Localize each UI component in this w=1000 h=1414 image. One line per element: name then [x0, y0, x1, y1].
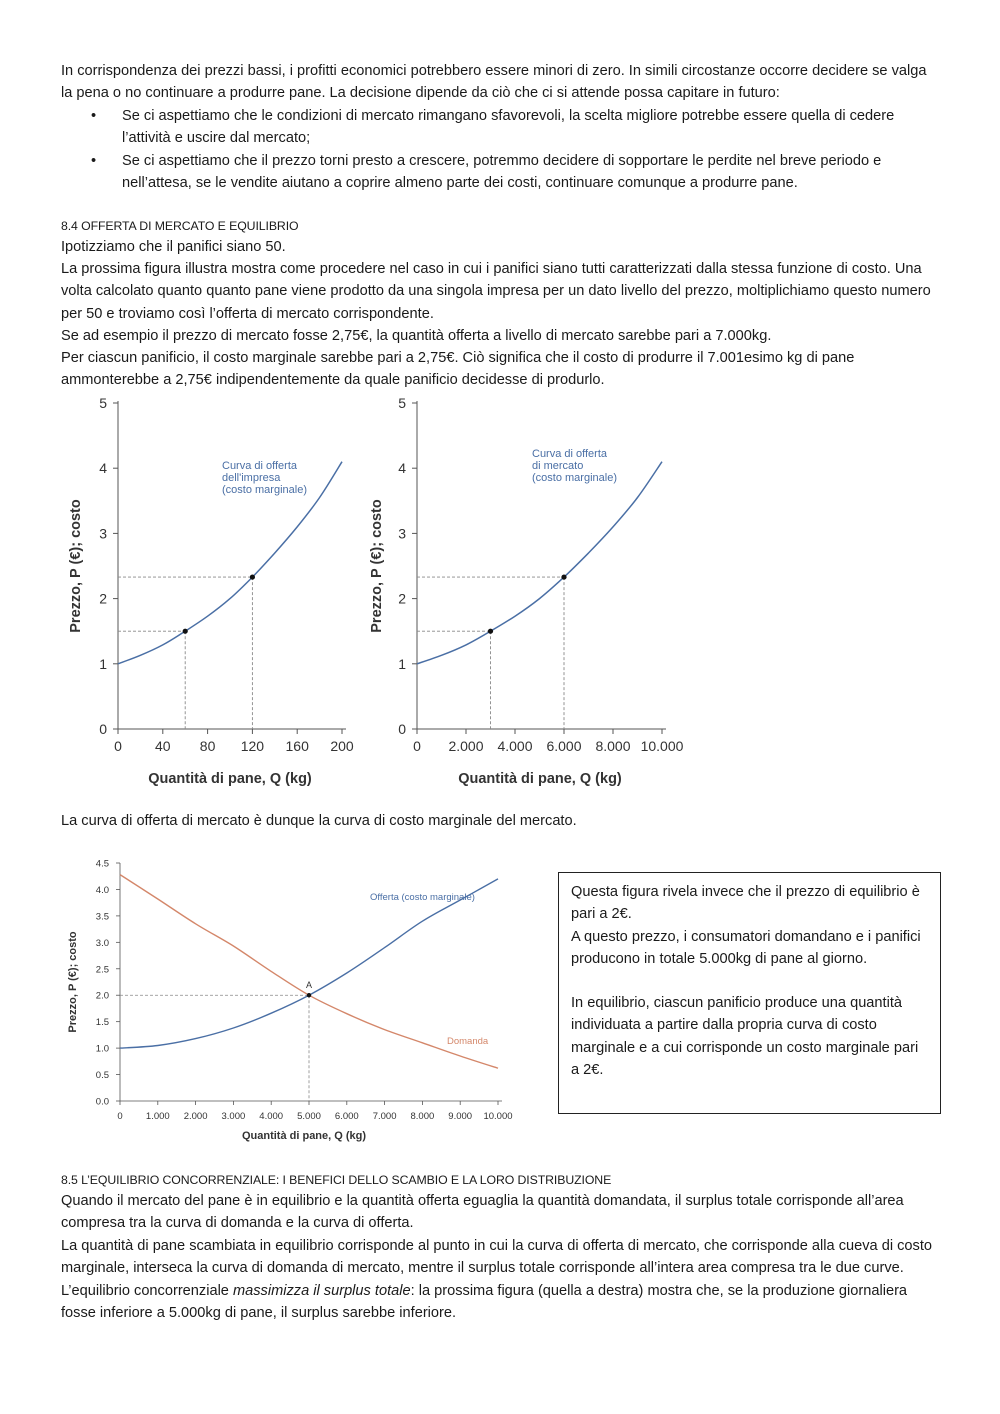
x-tick-label: 0: [117, 1111, 123, 1122]
x-tick-label: 0: [114, 738, 122, 754]
data-point: [561, 574, 566, 579]
y-tick-label: 3: [99, 525, 107, 542]
paragraph: Quando il mercato del pane è in equilibrio e la quantità offerta eguaglia la quantità domandata, il surplus totale corrisponde all’area compresa tra la curva di domanda e la curva di offerta.: [61, 1193, 904, 1232]
x-tick-label: 1.000: [145, 1111, 170, 1122]
y-tick-label: 0.5: [95, 1070, 109, 1082]
list-item: [61, 105, 941, 150]
section-heading-8-4: 8.4 OFFERTA DI MERCATO E EQUILIBRIO: [61, 219, 299, 233]
curve-label: Curva di offerta: [532, 448, 608, 460]
box-paragraph: A questo prezzo, i consumatori domandano e i panifici producono in totale 5.000kg di pane al giorno.: [571, 928, 921, 967]
bullet-text: Se ci aspettiamo che le condizioni di mercato rimangano sfavorevoli, la scelta migliore potrebbe essere quella di cedere l’attività e uscire dal mercato;: [122, 108, 895, 147]
x-tick-label: 3.000: [221, 1111, 246, 1122]
x-tick-label: 120: [240, 738, 265, 754]
y-tick-label: 1: [99, 655, 107, 672]
x-tick-label: 2.000: [183, 1111, 208, 1122]
y-tick-label: 2: [99, 590, 107, 607]
bullet-icon: •: [91, 152, 97, 169]
curve-label: dell'impresa: [222, 472, 281, 484]
x-tick-label: 9.000: [448, 1111, 473, 1122]
intro-paragraph: In corrispondenza dei prezzi bassi, i profitti economici potrebbero essere minori di zero. In simili circostanze occorre decidere se valga la pena o no continuare a produrre pane. La decisione dipende da ciò che ci si attende possa capitare in futuro:: [61, 63, 927, 102]
paragraph: Se ad esempio il prezzo di mercato fosse 2,75€, la quantità offerta a livello di mercato sarebbe pari a 7.000kg.: [61, 328, 772, 344]
y-tick-label: 4: [99, 460, 107, 477]
x-tick-label: 40: [155, 738, 171, 754]
x-tick-label: 10.000: [640, 738, 684, 754]
x-tick-label: 8.000: [595, 738, 631, 754]
y-tick-label: 1.0: [95, 1043, 109, 1055]
section-heading-8-5: 8.5 L’EQUILIBRIO CONCORRENZIALE: I BENEFICI DELLO SCAMBIO E LA LORO DISTRIBUZIONE: [61, 1173, 612, 1187]
y-tick-label: 0.0: [95, 1096, 109, 1108]
paragraph: Per ciascun panificio, il costo marginale sarebbe pari a 2,75€. Ciò significa che il costo di produrre il 7.001esimo kg di pane ammonterebbe a 2,75€ indipendentemente da quale panificio decidesse di produrlo.: [61, 350, 855, 389]
bullet-icon: •: [91, 108, 97, 124]
emphasis-text: massimizza il surplus totale: [232, 1282, 411, 1299]
y-tick-label: 2.5: [95, 964, 109, 976]
x-axis-title: Quantità di pane, Q (kg): [241, 1130, 367, 1142]
series-label-demand: Domanda: [447, 1036, 489, 1047]
box-paragraph: Questa figura rivela invece che il prezzo di equilibrio è pari a 2€.: [571, 884, 920, 923]
list-item: [61, 150, 941, 195]
x-tick-label: 7.000: [372, 1111, 397, 1122]
y-tick-label: 0: [398, 721, 406, 737]
x-tick-label: 4.000: [259, 1111, 284, 1122]
curve-label: Curva di offerta: [222, 460, 298, 472]
y-tick-label: 3: [398, 525, 406, 542]
y-tick-label: 3.5: [95, 911, 109, 923]
text: La quantità di pane scambiata in equilibrio corrisponde al punto in cui la curva di offerta di mercato, che corrisponde alla cueva di costo marginale, interseca la curva di domanda di mercato, mentre il surplus totale corrisponde all’intera area compresa tra le due curve. L’equilibrio concorrenziale: [61, 1238, 933, 1299]
x-axis-title: Quantità di pane, Q (kg): [148, 771, 312, 787]
x-tick-label: 8.000: [410, 1111, 435, 1122]
curve-label: di mercato: [532, 460, 584, 472]
y-tick-label: 1: [398, 655, 406, 672]
x-tick-label: 200: [330, 738, 354, 754]
y-tick-label: 5: [99, 395, 107, 411]
x-tick-label: 80: [199, 738, 216, 754]
paragraph: Ipotizziamo che il panifici siano 50.: [61, 239, 286, 255]
bullet-text: Se ci aspettiamo che il prezzo torni presto a crescere, potremmo decidere di sopportare le perdite nel breve periodo e nell’attesa, se le vendite aiutano a coprire almeno parte dei costi, continuare comunque a produrre pane.: [122, 152, 882, 191]
equilibrium-note-box: [558, 872, 941, 1114]
equilibrium-chart: [60, 852, 522, 1148]
y-tick-label: 4.0: [95, 884, 109, 896]
box-paragraph: In equilibrio, ciascun panificio produce una quantità individuata a partire dalla propria curva di costo marginale e a cui corrisponde un costo marginale pari a 2€.: [571, 995, 919, 1079]
y-tick-label: 4: [398, 460, 406, 477]
y-axis-title: Prezzo, P (€); costo: [369, 499, 385, 633]
market-supply-chart: [365, 392, 684, 792]
y-tick-label: 2: [398, 590, 406, 607]
series-label-supply: Offerta (costo marginale): [370, 892, 475, 903]
intro-bullet-list: [61, 105, 941, 194]
x-tick-label: 6.000: [546, 738, 582, 754]
x-tick-label: 5.000: [297, 1111, 321, 1122]
text: : la prossima figura (quella a destra) mostra che, se la produzione giornaliera fosse inferiore a 5.000kg di pane, il surplus sarebbe inferiore.: [61, 1282, 908, 1321]
y-tick-label: 4.5: [95, 858, 109, 870]
demand-curve: [120, 875, 498, 1069]
y-axis-title: Prezzo, P (€); costo: [67, 931, 79, 1033]
x-tick-label: 10.000: [483, 1111, 513, 1122]
y-tick-label: 1.5: [95, 1017, 109, 1029]
supply-curve: [417, 462, 662, 664]
firm-supply-chart: [60, 392, 365, 792]
equilibrium-point: [307, 993, 311, 997]
paragraph: [61, 1235, 941, 1324]
curve-label: (costo marginale): [532, 472, 617, 484]
paragraph: La prossima figura illustra mostra come procedere nel caso in cui i panifici siano tutti caratterizzati dalla stessa funzione di costo. Una volta calcolato quanto quanto pane viene prodotto da una singola impresa per un dato livello del prezzo, moltiplichiamo questo numero per 50 e troviamo così l’offerta di mercato corrispondente.: [61, 261, 931, 322]
spacer: [571, 970, 928, 992]
x-tick-label: 6.000: [334, 1111, 359, 1122]
data-point: [183, 629, 188, 634]
x-tick-label: 160: [285, 738, 309, 754]
x-axis-title: Quantità di pane, Q (kg): [458, 771, 622, 787]
point-label: A: [305, 980, 313, 991]
y-tick-label: 0: [99, 721, 107, 737]
y-tick-label: 5: [398, 395, 406, 411]
x-tick-label: 4.000: [497, 738, 533, 754]
paragraph: La curva di offerta di mercato è dunque la curva di costo marginale del mercato.: [61, 813, 577, 829]
y-axis-title: Prezzo, P (€); costo: [68, 499, 84, 633]
x-tick-label: 2.000: [448, 738, 484, 754]
x-tick-label: 0: [413, 738, 421, 754]
data-point: [250, 574, 255, 579]
y-tick-label: 3.0: [95, 937, 109, 949]
y-tick-label: 2.0: [95, 990, 109, 1002]
curve-label: (costo marginale): [222, 484, 307, 496]
data-point: [488, 629, 493, 634]
